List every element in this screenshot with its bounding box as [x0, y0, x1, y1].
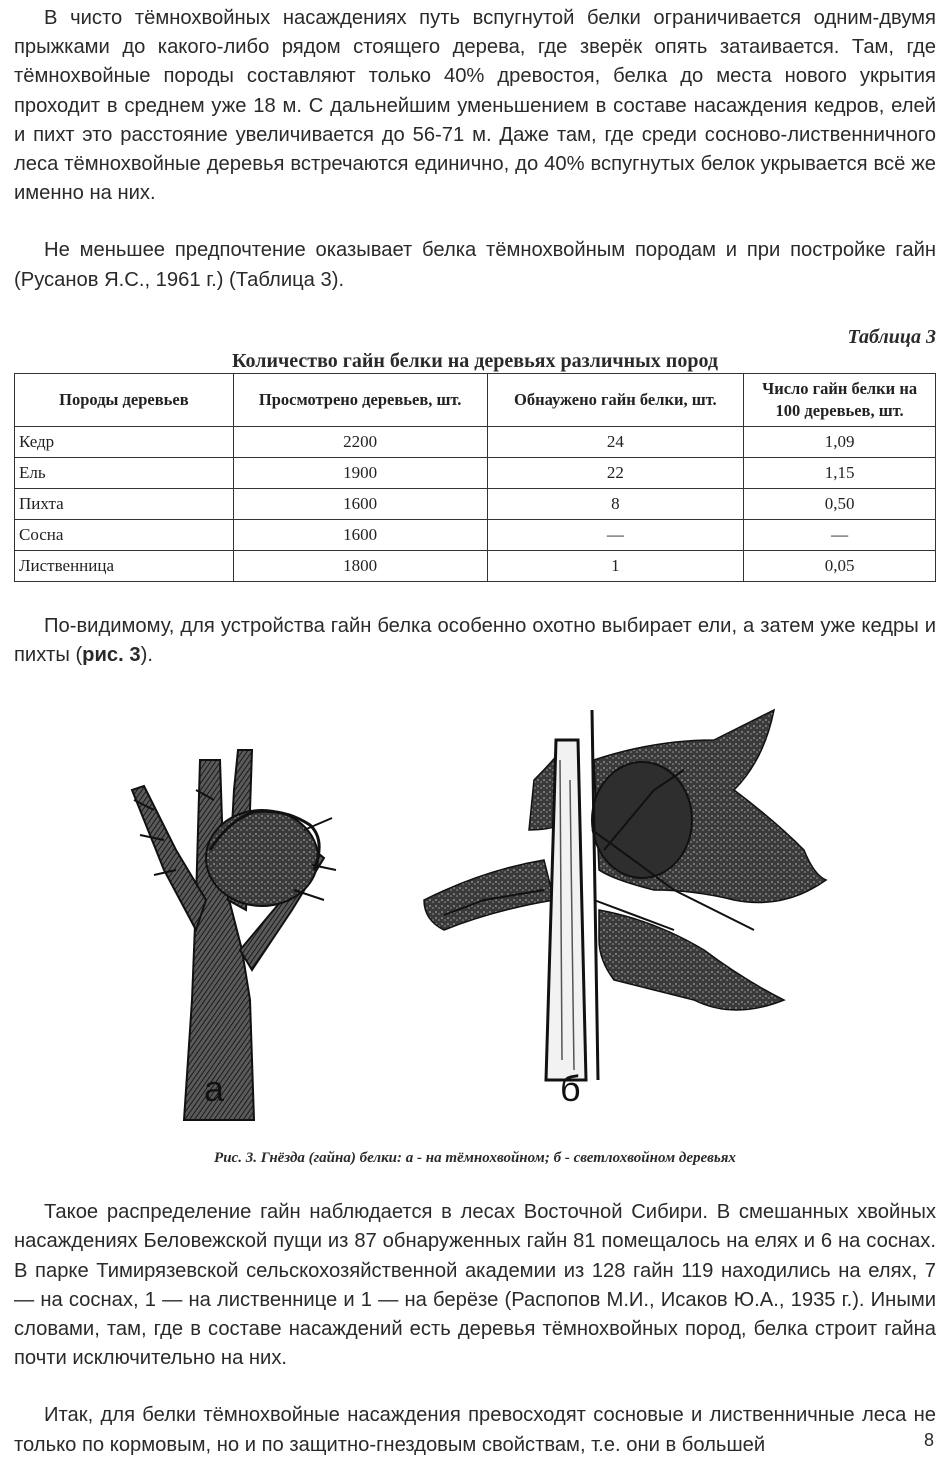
page-number: 8 — [923, 1430, 934, 1450]
cell-found: 24 — [487, 426, 744, 457]
nests-table — [14, 373, 936, 582]
cell-examined: 1900 — [233, 457, 487, 488]
figure-squirrel-nests — [14, 700, 936, 1140]
paragraph-nest-preference: Не меньшее предпочтение оказывает белка тёмнохвойным породам и при постройке гайн (Русанов Я.С., 1961 г.) (Таблица 3). — [14, 239, 936, 291]
paragraph-squirrel-escape: В чисто тёмнохвойных насаждениях путь вспугнутой белки ограничивается одним-двумя прыжками до какого-либо рядом стоящего дерева, где зверёк опять затаивается. Там, где тёмнохвойные породы составляют только 40% древостоя, белка до места нового укрытия проходит в среднем уже 18 м. С дальнейшим уменьшением в составе насаждения кедров, елей и пихт это расстояние увеличивается до 56-71 м. Даже там, где среди сосново-лиственничного леса тёмнохвойные деревья встречаются единично, до 40% вспугнутых белок укрывается всё же именно на них. — [14, 7, 936, 205]
figure-caption: Рис. 3. Гнёзда (гайна) белки: а - на тёмнохвойном; б - светлохвойном деревьях — [214, 1150, 736, 1167]
cell-found: — — [487, 519, 744, 550]
tree-b-drawing — [424, 710, 826, 1080]
cell-found: 8 — [487, 488, 744, 519]
cell-species: Лиственница — [15, 550, 234, 581]
table-title: Количество гайн белки на деревьях различных пород — [232, 349, 718, 372]
cell-examined: 2200 — [233, 426, 487, 457]
figure-reference: рис. 3 — [82, 644, 141, 667]
cell-found: 22 — [487, 457, 744, 488]
header-nests-per-100: Число гайн белки на 100 деревьев, шт. — [744, 373, 936, 426]
cell-per-100: 0,05 — [744, 550, 936, 581]
cell-examined: 1600 — [233, 488, 487, 519]
table-row — [15, 488, 936, 519]
table-row — [15, 426, 936, 457]
paragraph-nest-distribution: Такое распределение гайн наблюдается в лесах Восточной Сибири. В смешанных хвойных насаждениях Беловежской пущи из 87 обнаруженных гайн 81 помещалось на елях и 6 на соснах. В парке Тимирязевской сельскохозяйственной академии из 128 гайн 119 находились на елях, 7 — на соснах, 1 — на лиственнице и 1 — на берёзе (Распопов М.И., Исаков Ю.А., 1935 г.). Иными словами, там, где в составе насаждений есть деревья тёмнохвойных пород, белка строит гайна почти исключительно на них. — [14, 1201, 936, 1370]
page-content — [14, 4, 936, 1460]
cell-per-100: 0,50 — [744, 488, 936, 519]
cell-species: Сосна — [15, 519, 234, 550]
table-row — [15, 519, 936, 550]
cell-species: Ель — [15, 457, 234, 488]
figure-label-b: б — [560, 1068, 581, 1110]
cell-examined: 1600 — [233, 519, 487, 550]
cell-examined: 1800 — [233, 550, 487, 581]
table-label: Таблица 3 — [847, 325, 936, 348]
header-trees-examined: Просмотрено деревьев, шт. — [233, 373, 487, 426]
cell-per-100: 1,09 — [744, 426, 936, 457]
table-row — [15, 457, 936, 488]
tree-a-drawing — [132, 750, 336, 1120]
cell-per-100: 1,15 — [744, 457, 936, 488]
header-tree-species: Породы деревьев — [15, 373, 234, 426]
paragraph-spruce-preference: По-видимому, для устройства гайн белка особенно охотно выбирает ели, а затем уже кедры и пихты (рис. 3). — [14, 614, 936, 667]
figure-label-a: а — [204, 1068, 225, 1110]
header-nests-found: Обнаужено гайн белки, шт. — [487, 373, 744, 426]
cell-per-100: — — [744, 519, 936, 550]
table-row — [15, 550, 936, 581]
cell-found: 1 — [487, 550, 744, 581]
nest-illustrations — [14, 700, 936, 1140]
table-header-row — [15, 373, 936, 426]
cell-species: Пихта — [15, 488, 234, 519]
paragraph-conclusion: Итак, для белки тёмнохвойные насаждения превосходят сосновые и лиственничные леса не только по кормовым, но и по защитно-гнездовым свойствам, т.е. они в большей — [14, 1404, 936, 1456]
cell-species: Кедр — [15, 426, 234, 457]
